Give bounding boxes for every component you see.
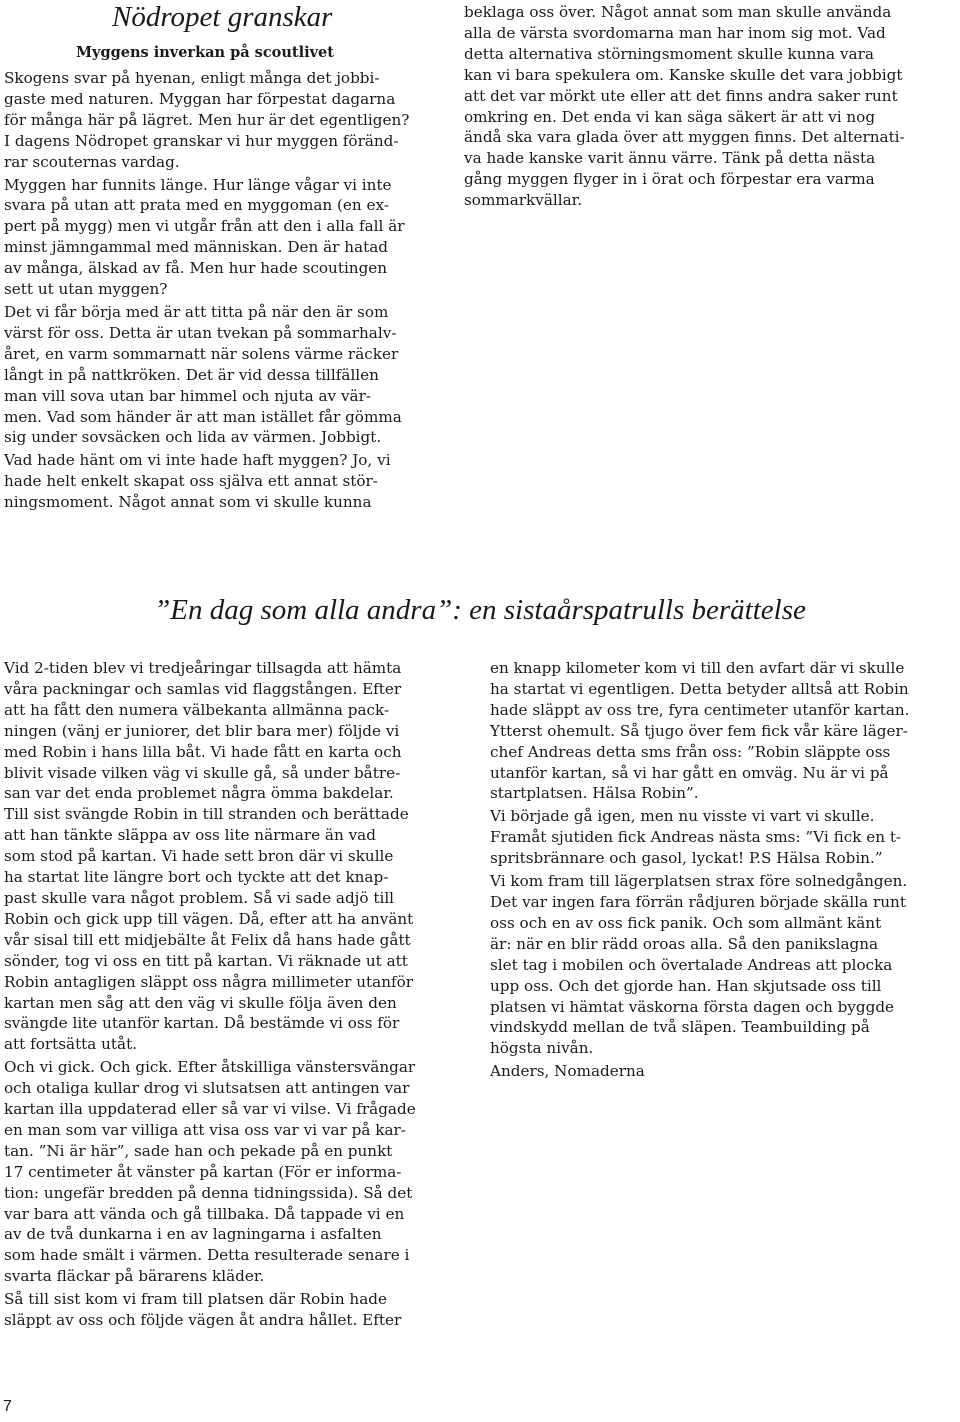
text-line: svarta fläckar på bärarens kläder.: [4, 1267, 265, 1286]
text-line: långt in på nattkröken. Det är vid dessa tillfällen: [4, 365, 379, 384]
paragraph: [490, 871, 956, 1059]
paragraph: [464, 2, 958, 211]
text-line: I dagens Nödropet granskar vi hur myggen föränd-: [4, 131, 399, 150]
text-line: att han tänkte släppa av oss lite närmare än vad: [4, 826, 376, 845]
text-line: sett ut utan myggen?: [4, 280, 168, 299]
text-line: Och vi gick. Och gick. Efter åtskilliga vänstersvängar: [4, 1058, 416, 1077]
text-line: tion: ungefär bredden på denna tidningssida). Så det: [4, 1183, 413, 1202]
text-line: hade släppt av oss tre, fyra centimeter utanför kartan.: [490, 700, 910, 719]
text-line: gaste med naturen. Myggan har förpestat dagarna: [4, 89, 396, 108]
text-line: som stod på kartan. Vi hade sett bron där vi skulle: [4, 847, 394, 866]
text-line: är: när en blir rädd oroas alla. Så den panikslagna: [490, 934, 879, 953]
text-line: Vi kom fram till lägerplatsen strax före solnedgången.: [490, 872, 908, 891]
paragraph: [4, 175, 449, 300]
text-line: sig under sovsäcken och lida av värmen. Jobbigt.: [4, 428, 382, 447]
text-line: pert på mygg) men vi utgår från att den i alla fall är: [4, 217, 405, 236]
text-line: alla de värsta svordomarna man har inom sig mot. Vad: [464, 23, 886, 42]
article-2-title: ”En dag som alla andra”: en sistaårspatrulls berättelse: [154, 594, 806, 626]
text-line: Vid 2-tiden blev vi tredjeåringar tillsagda att hämta: [4, 659, 402, 677]
text-line: hade helt enkelt skapat oss själva ett annat stör-: [4, 472, 378, 491]
page-number: 7: [3, 1398, 12, 1415]
paragraph: [4, 68, 449, 173]
text-line: Myggen har funnits länge. Hur länge vågar vi inte: [4, 175, 392, 194]
text-line: spritsbrännare och gasol, lyckat! P.S Hälsa Robin.”: [490, 849, 883, 868]
text-line: detta alternativa störningsmoment skulle kunna vara: [464, 44, 874, 63]
text-line: rar scouternas vardag.: [4, 152, 180, 171]
text-line: beklaga oss över. Något annat som man skulle använda: [464, 3, 892, 21]
text-line: men. Vad som händer är att man istället får gömma: [4, 407, 402, 426]
text-line: våra packningar och samlas vid flaggstången. Efter: [4, 679, 402, 698]
paragraph: [4, 302, 449, 448]
text-line: slet tag i mobilen och övertalade Andreas att plocka: [490, 955, 893, 974]
text-line: chef Andreas detta sms från oss: ”Robin släppte oss: [490, 742, 891, 761]
text-line: sönder, tog vi oss en titt på kartan. Vi räknade ut att: [4, 951, 408, 970]
text-line: svängde lite utanför kartan. Då bestämde vi oss för: [4, 1014, 400, 1033]
text-line: Så till sist kom vi fram till platsen där Robin hade: [4, 1290, 387, 1309]
text-line: san var det enda problemet några ömma bakdelar.: [4, 784, 394, 803]
text-line: högsta nivån.: [490, 1039, 594, 1058]
text-line: Till sist svängde Robin in till stranden och berättade: [4, 805, 409, 824]
text-line: kan vi bara spekulera om. Kanske skulle det vara jobbigt: [464, 65, 903, 84]
paragraph: [490, 806, 956, 869]
text-line: svara på utan att prata med en myggoman (en ex-: [4, 196, 389, 215]
text-line: platsen vi hämtat väskorna första dagen och byggde: [490, 997, 895, 1016]
text-line: ningsmoment. Något annat som vi skulle kunna: [4, 493, 372, 512]
text-line: ändå ska vara glada över att myggen finns. Det alternati-: [464, 128, 905, 147]
text-line: oss och en av oss fick panik. Och som allmänt känt: [490, 913, 882, 932]
text-line: en man som var villiga att visa oss var vi var på kar-: [4, 1120, 406, 1139]
article-1-title: Myggens inverkan på scoutlivet: [76, 44, 334, 61]
text-line: vår sisal till ett midjebälte åt Felix då hans hade gått: [4, 930, 411, 949]
paragraph: [4, 658, 466, 1055]
text-line: och otaliga kullar drog vi slutsatsen att antingen var: [4, 1079, 410, 1098]
text-line: Skogens svar på hyenan, enligt många det jobbi-: [4, 69, 380, 87]
text-line: startplatsen. Hälsa Robin”.: [490, 784, 699, 803]
text-line: gång myggen flyger in i örat och förpestar era varma: [464, 170, 875, 189]
text-line: Ytterst ohemult. Så tjugo över fem fick vår käre läger-: [490, 721, 908, 740]
text-line: året, en varm sommarnatt när solens värme räcker: [4, 344, 399, 363]
text-line: Det vi får börja med är att titta på när den är som: [4, 302, 389, 321]
text-line: tan. ”Ni är här”, sade han och pekade på en punkt: [4, 1141, 393, 1160]
text-line: 17 centimeter åt vänster på kartan (För er informa-: [4, 1162, 402, 1181]
article-2-right-column: [490, 658, 956, 1084]
text-line: ha startat vi egentligen. Detta betyder alltså att Robin: [490, 679, 909, 698]
text-line: blivit visade vilken väg vi skulle gå, så under båtre-: [4, 763, 401, 782]
text-line: ningen (vänj er juniorer, det blir bara mer) följde vi: [4, 721, 400, 740]
text-line: som hade smält i värmen. Detta resulterade senare i: [4, 1246, 410, 1265]
text-line: att ha fått den numera välbekanta allmänna pack-: [4, 700, 390, 719]
paragraph: [490, 658, 956, 804]
text-line: släppt av oss och följde vägen åt andra hållet. Efter: [4, 1311, 402, 1330]
text-line: Robin antagligen släppt oss några millimeter utanför: [4, 972, 414, 991]
text-line: av de två dunkarna i en av lagningarna i asfalten: [4, 1225, 382, 1244]
paragraph: [4, 1289, 466, 1331]
text-line: med Robin i hans lilla båt. Vi hade fått en karta och: [4, 742, 402, 761]
text-line: ha startat lite längre bort och tyckte att det knap-: [4, 868, 389, 887]
text-line: upp oss. Och det gjorde han. Han skjutsade oss till: [490, 976, 882, 995]
text-line: va hade kanske varit ännu värre. Tänk på detta nästa: [464, 149, 876, 168]
text-line: Det var ingen fara förrän rådjuren började skälla runt: [490, 892, 906, 911]
article-1-right-column: [464, 2, 958, 213]
text-line: för många här på lägret. Men hur är det egentligen?: [4, 110, 410, 129]
text-line: var bara att vända och gå tillbaka. Då tappade vi en: [4, 1204, 405, 1223]
article-2-right-body: [490, 658, 956, 1059]
text-line: att det var mörkt ute eller att det finns andra saker runt: [464, 86, 898, 105]
text-line: kartan illa uppdaterad eller så var vi vilse. Vi frågade: [4, 1100, 416, 1119]
text-line: omkring en. Det enda vi kan säga säkert är att vi nog: [464, 107, 876, 126]
article-2-signature: Anders, Nomaderna: [490, 1062, 645, 1081]
text-line: past skulle vara något problem. Så vi sade adjö till: [4, 888, 395, 907]
text-line: en knapp kilometer kom vi till den avfart där vi skulle: [490, 659, 905, 677]
text-line: att fortsätta utåt.: [4, 1035, 138, 1054]
paragraph: [4, 450, 449, 513]
text-line: vindskydd mellan de två släpen. Teambuilding på: [490, 1018, 870, 1037]
article-2-left-column: [4, 658, 466, 1333]
text-line: Vi började gå igen, men nu visste vi vart vi skulle.: [490, 807, 875, 826]
text-line: kartan men såg att den väg vi skulle följa även den: [4, 993, 397, 1012]
text-line: sommarkvällar.: [464, 191, 583, 210]
text-line: minst jämngammal med människan. Den är hatad: [4, 238, 388, 257]
text-line: av många, älskad av få. Men hur hade scoutingen: [4, 259, 388, 278]
article-1-left-column: [4, 68, 449, 515]
text-line: Robin och gick upp till vägen. Då, efter att ha använt: [4, 909, 414, 928]
text-line: Vad hade hänt om vi inte hade haft myggen? Jo, vi: [4, 451, 391, 470]
text-line: Framåt sjutiden fick Andreas nästa sms: ”Vi fick en t-: [490, 828, 902, 847]
section-kicker: Nödropet granskar: [112, 1, 333, 33]
paragraph: [4, 1057, 466, 1287]
text-line: värst för oss. Detta är utan tvekan på sommarhalv-: [4, 323, 397, 342]
text-line: utanför kartan, så vi har gått en omväg. Nu är vi på: [490, 763, 889, 782]
text-line: man vill sova utan bar himmel och njuta av vär-: [4, 386, 371, 405]
